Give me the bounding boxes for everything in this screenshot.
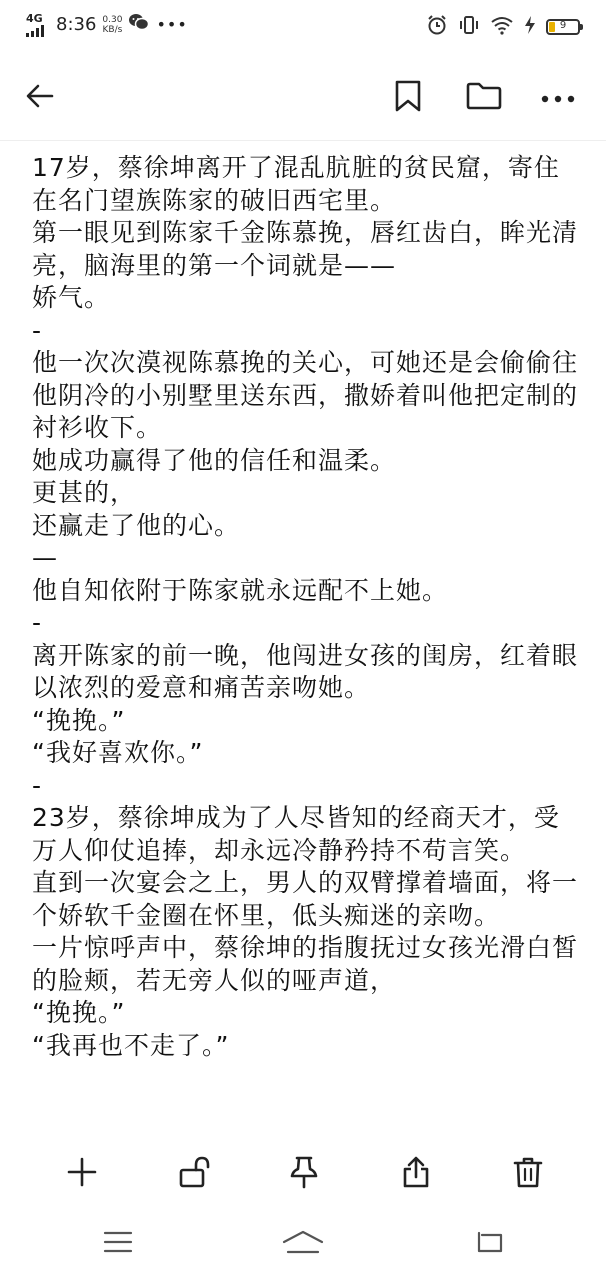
- bottom-toolbar: [0, 1144, 606, 1204]
- paragraph: 一片惊呼声中，蔡徐坤的指腹抚过女孩光滑白皙的脸颊，若无旁人似的哑声道，: [32, 933, 579, 995]
- pin-button[interactable]: [284, 1154, 324, 1194]
- app-bar: [0, 68, 606, 128]
- paragraph: -: [32, 608, 43, 637]
- pin-icon: [288, 1155, 320, 1193]
- paragraph: 更甚的，: [32, 478, 137, 507]
- paragraph: “我好喜欢你。”: [32, 738, 204, 767]
- arrow-left-icon: [24, 80, 56, 116]
- status-right: [426, 14, 580, 40]
- paragraph: “挽挽。”: [32, 998, 126, 1027]
- paragraph: 离开陈家的前一晚，他闯进女孩的闺房，红着眼以浓烈的爱意和痛苦亲吻她。: [32, 640, 579, 702]
- more-horizontal-icon: [541, 89, 575, 108]
- folder-button[interactable]: [464, 78, 504, 118]
- wechat-icon: [128, 12, 150, 37]
- navigation-bar: [0, 1212, 606, 1280]
- unlock-button[interactable]: [174, 1154, 214, 1194]
- status-bar: [0, 0, 606, 52]
- delete-button[interactable]: [508, 1154, 548, 1194]
- folder-icon: [465, 81, 503, 115]
- home-button[interactable]: [281, 1224, 325, 1264]
- more-notifications-icon: •••: [156, 15, 188, 34]
- speed-value: 0.30: [102, 14, 123, 25]
- network-speed: [102, 15, 122, 35]
- speed-unit: KB/s: [102, 24, 123, 35]
- share-icon: [400, 1155, 432, 1193]
- paragraph: 直到一次宴会之上，男人的双臂撑着墙面，将一个娇软千金圈在怀里，低头痴迷的亲吻。: [32, 868, 579, 930]
- plus-icon: [66, 1156, 98, 1192]
- paragraph: 他一次次漠视陈慕挽的关心，可她还是会偷偷往他阴冷的小别墅里送东西，撒娇着叫他把定制的衬衫收下。: [32, 348, 579, 442]
- paragraph: 第一眼见到陈家千金陈慕挽，唇红齿白，眸光清亮，脑海里的第一个词就是——: [32, 218, 579, 280]
- bookmark-icon: [393, 79, 423, 117]
- paragraph: 她成功赢得了他的信任和温柔。: [32, 445, 397, 475]
- note-content[interactable]: [32, 152, 580, 1062]
- unlock-icon: [177, 1155, 211, 1193]
- paragraph: —: [32, 543, 58, 572]
- bookmark-button[interactable]: [388, 78, 428, 118]
- add-button[interactable]: [62, 1154, 102, 1194]
- back-nav-button[interactable]: [466, 1224, 510, 1264]
- recent-apps-button[interactable]: [96, 1224, 140, 1264]
- wifi-icon: [490, 15, 514, 39]
- home-icon: [282, 1230, 324, 1258]
- paragraph: 17岁，蔡徐坤离开了混乱肮脏的贫民窟，寄住在名门望族陈家的破旧西宅里。: [32, 153, 560, 215]
- paragraph: 23岁，蔡徐坤成为了人尽皆知的经商天才，受万人仰仗追捧，却永远冷静矜持不苟言笑。: [32, 803, 560, 865]
- battery-icon: [546, 19, 580, 35]
- battery-level: 9: [559, 20, 567, 31]
- back-icon: [473, 1230, 503, 1258]
- menu-icon: [103, 1230, 133, 1258]
- paragraph: -: [32, 315, 43, 345]
- paragraph: 还赢走了他的心。: [32, 510, 241, 540]
- paragraph: 他自知依附于陈家就永远配不上她。: [32, 575, 449, 605]
- trash-icon: [512, 1155, 544, 1193]
- more-button[interactable]: [538, 78, 578, 118]
- status-left: [26, 12, 188, 37]
- paragraph: “我再也不走了。”: [32, 1030, 230, 1060]
- share-button[interactable]: [396, 1154, 436, 1194]
- alarm-icon: [426, 14, 448, 40]
- paragraph: 娇气。: [32, 283, 111, 312]
- charging-icon: [524, 15, 536, 39]
- vibrate-icon: [458, 14, 480, 40]
- paragraph: -: [32, 770, 43, 800]
- paragraph: “挽挽。”: [32, 705, 126, 735]
- network-type: 4G: [26, 11, 43, 25]
- back-button[interactable]: [20, 78, 60, 118]
- signal-icon: [26, 13, 50, 37]
- status-time: 8:36: [56, 14, 97, 35]
- app-bar-divider: [0, 140, 606, 141]
